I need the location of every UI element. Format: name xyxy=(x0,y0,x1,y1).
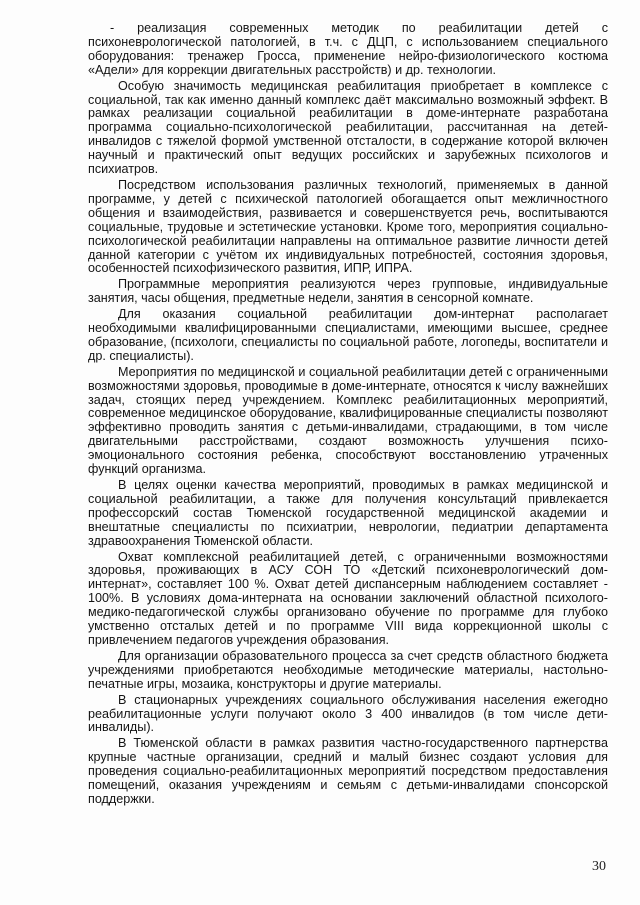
paragraph: Охват комплексной реабилитацией детей, с ограниченными возможностями здоровья, проживающих в АСУ СОН ТО «Детский психоневрологический дом-интернат», составляет 100 %. Охват детей диспансерным наблюдением составляет - 100%. В условиях дома-интерната на основании заключений областной психолого-медико-педагогической службы организовано обучение по программе для глубоко умственно отсталых детей и по программе VIII вида коррекционной школы с привлечением педагогов учреждения образования. xyxy=(88,549,608,647)
paragraph: Для организации образовательного процесса за счет средств областного бюджета учреждениями приобретаются необходимые методические материалы, настольно-печатные игры, мозаика, конструкторы и другие материалы. xyxy=(88,648,608,691)
body-text xyxy=(88,22,608,809)
paragraph: Мероприятия по медицинской и социальной реабилитации детей с ограниченными возможностями здоровья, проводимые в доме-интернате, относятся к числу важнейших задач, стоящих перед учреждением. Комплекс реабилитационных мероприятий, современное медицинское оборудование, квалифицированные специалисты позволяют эффективно проводить занятия с детьми-инвалидами, страдающими, в том числе двигательными расстройствами, создают возможность улучшения психо-эмоционального состояния ребенка, способствуют восстановлению утраченных функций организма. xyxy=(88,364,608,477)
paragraph: Для оказания социальной реабилитации дом-интернат располагает необходимыми квалифицированными специалистами, имеющими высшее, среднее образование, (психологи, специалисты по социальной работе, логопеды, воспитатели и др. специалисты). xyxy=(88,307,608,363)
paragraph-list-item: - реализация современных методик по реабилитации детей с психоневрологической патологией, в т.ч. с ДЦП, с использованием специального оборудования: тренажер Гросса, применение нейро-физиологического костюма «Адели» для коррекции двигательных расстройств) и др. технологии. xyxy=(88,21,608,77)
paragraph: Программные мероприятия реализуются через групповые, индивидуальные занятия, часы общения, предметные недели, занятия в сенсорной комнате. xyxy=(88,277,608,306)
paragraph: В Тюменской области в рамках развития частно-государственного партнерства крупные частные организации, средний и малый бизнес создают условия для проведения социально-реабилитационных мероприятий посредством предоставления помещений, оказания учреждениям и семьям с детьми-инвалидами спонсорской поддержки. xyxy=(88,736,608,806)
paragraph: Особую значимость медицинская реабилитация приобретает в комплексе с социальной, так как именно данный комплекс даёт максимально возможный эффект. В рамках реализации социальной реабилитации в доме-интернате разработана программа социально-психологической реабилитации, рассчитанная на детей-инвалидов с тяжелой формой умственной отсталости, в содержание которой включен научный и практический опыт ведущих российских и зарубежных психологов и психиатров. xyxy=(88,78,608,177)
page-number: 30 xyxy=(592,859,606,874)
paragraph: В стационарных учреждениях социального обслуживания населения ежегодно реабилитационные услуги получают около 3 400 инвалидов (в том числе дети-инвалиды). xyxy=(88,692,608,735)
paragraph: В целях оценки качества мероприятий, проводимых в рамках медицинской и социальной реабилитации, а также для получения консультаций привлекается профессорский состав Тюменской государственной медицинской академии и внештатные специалисты по психиатрии, неврологии, педиатрии департамента здравоохранения Тюменской области. xyxy=(88,478,608,548)
paragraph: Посредством использования различных технологий, применяемых в данной программе, у детей с психической патологией обогащается опыт межличностного общения и взаимодействия, развивается и совершенствуется речь, воспитываются социальные, трудовые и эстетические установки. Кроме того, мероприятия социально-психологической реабилитации направлены на оптимальное развитие личности детей данной категории с учётом их индивидуальных потребностей, состояния здоровья, особенностей психофизического развития, ИПР, ИПРА. xyxy=(88,177,608,276)
